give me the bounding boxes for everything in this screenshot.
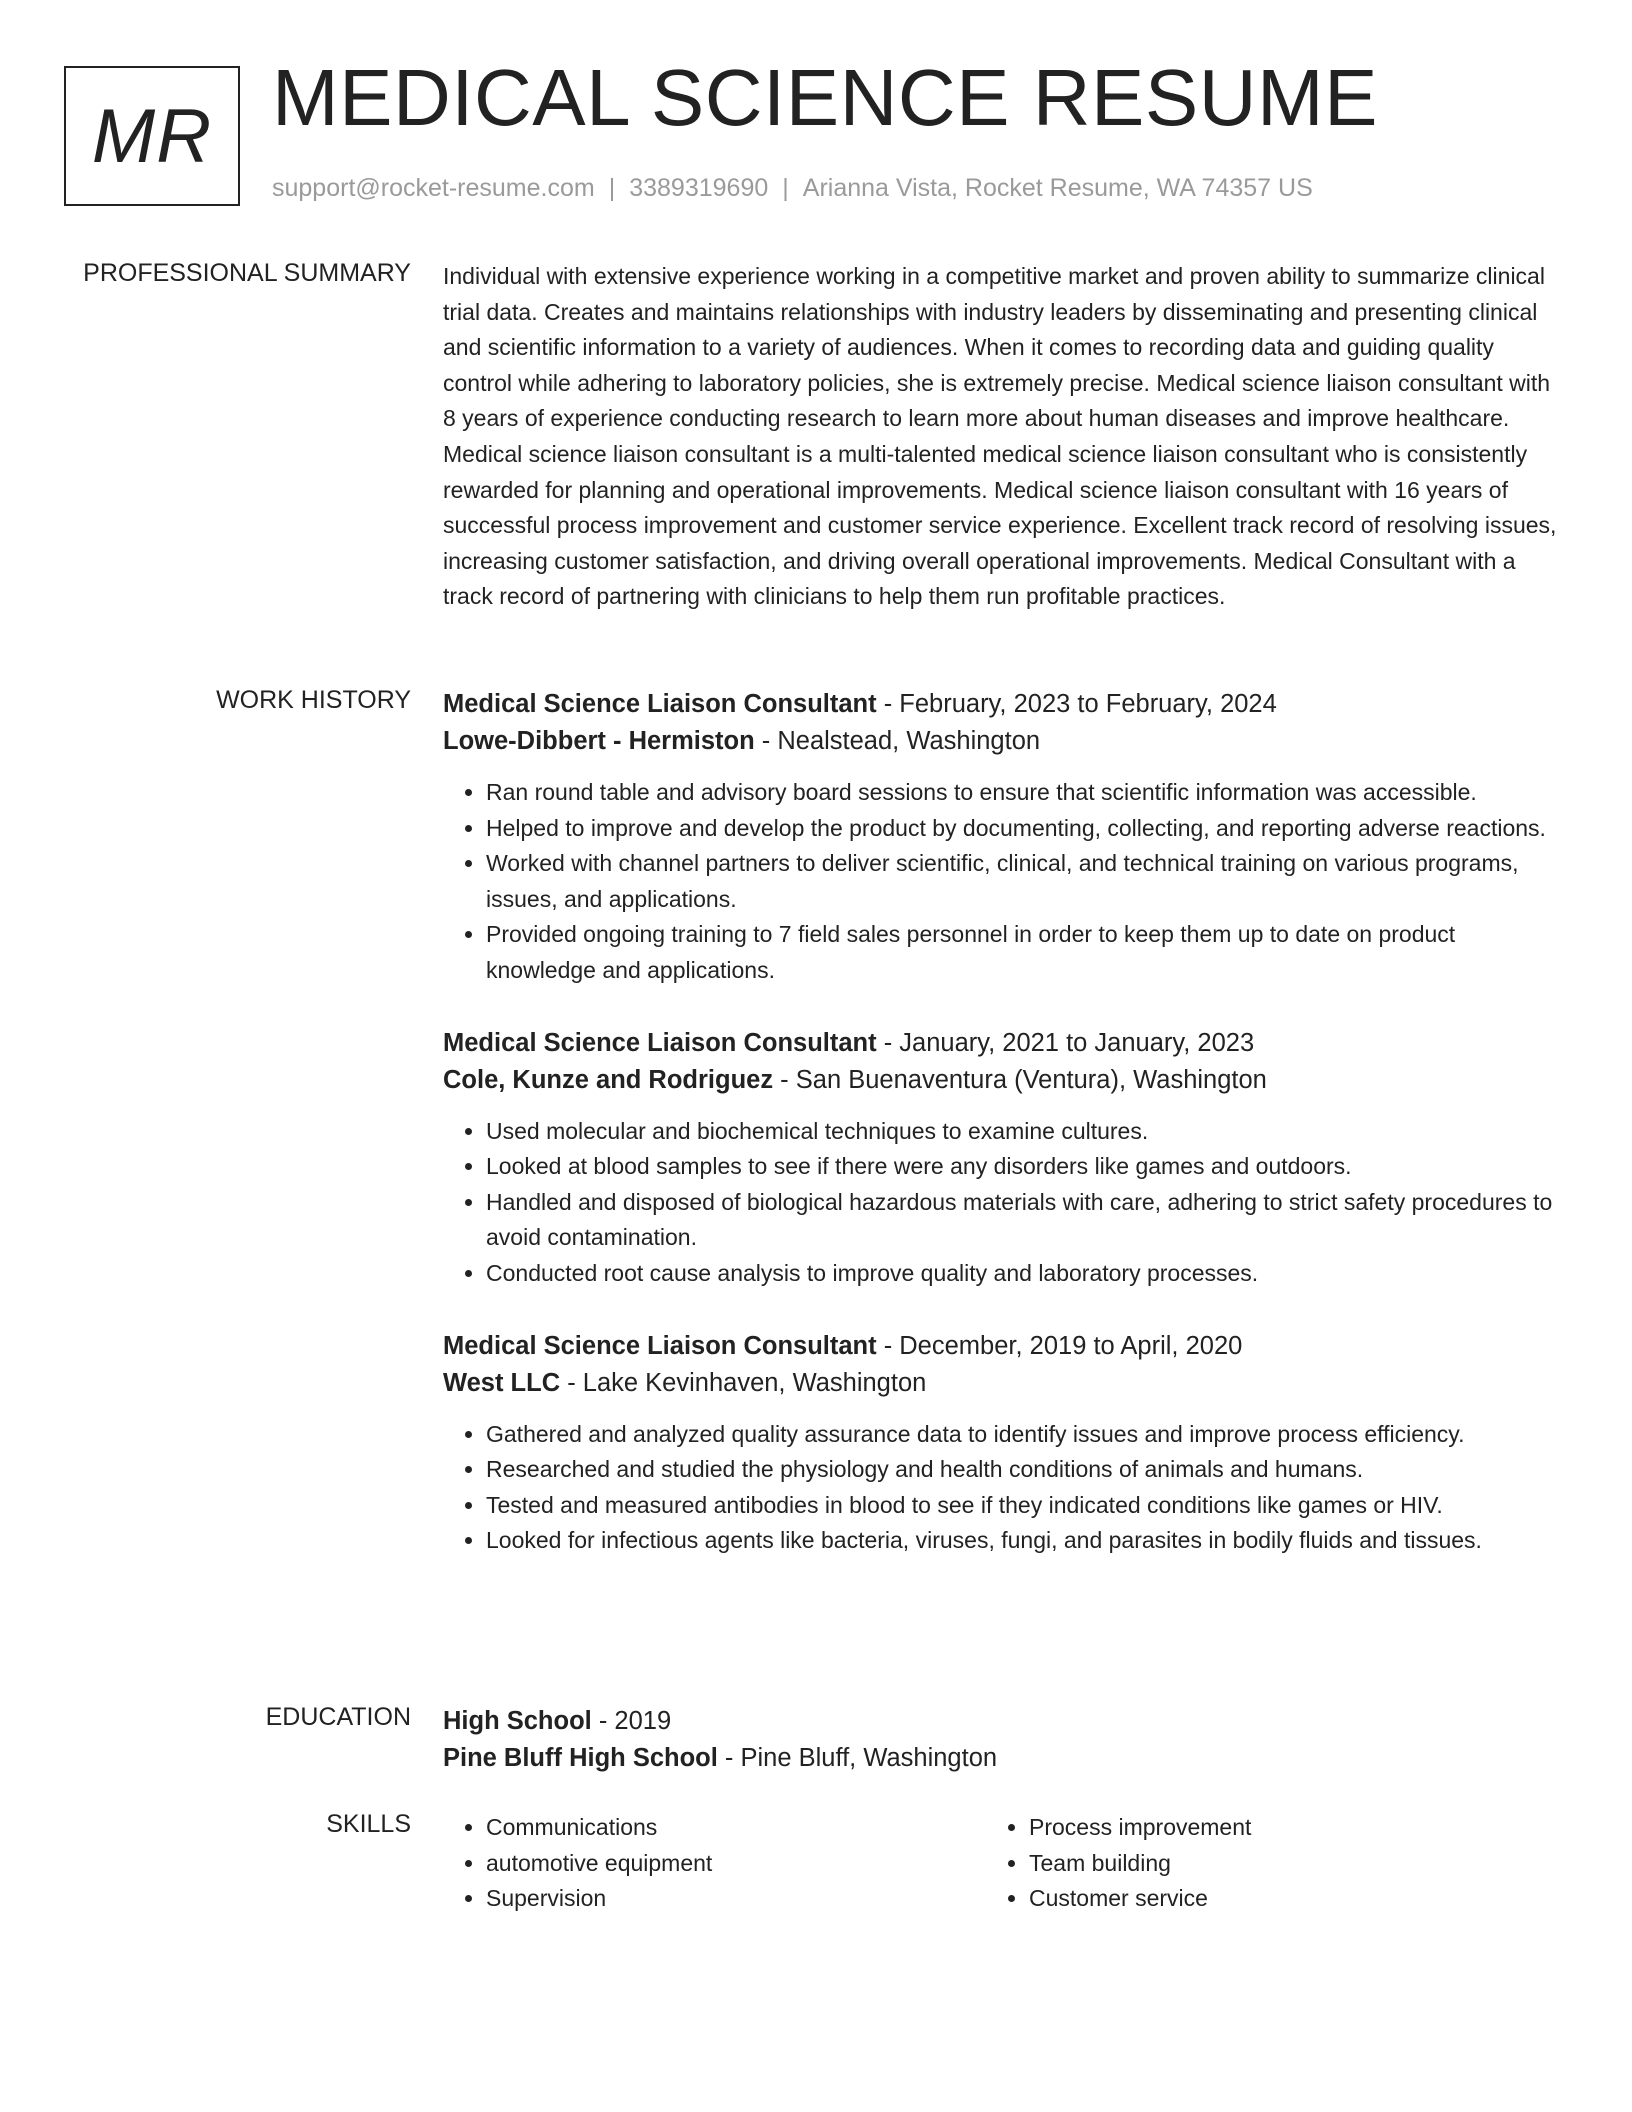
work-history-list bbox=[443, 686, 1563, 1595]
job-bullets bbox=[443, 775, 1563, 989]
job-company-line bbox=[443, 1365, 1563, 1402]
job-location: - Nealstead, Washington bbox=[754, 727, 1041, 755]
summary-text: Individual with extensive experience working in a competitive market and proven ability to summarize clinical trial data. Creates and maintains relationships with industry leaders by disseminating and presenting clinical and scientific information to a variety of audiences. When it comes to recording data and guiding quality control while adhering to laboratory policies, she is extremely precise. Medical science liaison consultant with 8 years of experience conducting research to learn more about human diseases and improve healthcare. Medical science liaison consultant is a multi-talented medical science liaison consultant who is consistently rewarded for planning and operational improvements. Medical science liaison consultant with 16 years of successful process improvement and customer service experience. Excellent track record of resolving issues, increasing customer satisfaction, and driving overall operational improvements. Medical Consultant with a track record of partnering with clinicians to help them run profitable practices. bbox=[443, 263, 1557, 610]
job-bullet: • Looked at blood samples to see if there were any disorders like games and outdoors. bbox=[486, 1149, 1563, 1185]
job-bullet: • Used molecular and biochemical techniques to examine cultures. bbox=[486, 1114, 1563, 1150]
monogram-box bbox=[64, 66, 240, 206]
job-entry bbox=[443, 686, 1563, 989]
job-bullet: • Researched and studied the physiology and health conditions of animals and humans. bbox=[486, 1452, 1563, 1488]
skill-item: • Process improvement bbox=[1029, 1810, 1529, 1846]
skills-grid bbox=[443, 1810, 1563, 1917]
job-title-line bbox=[443, 1025, 1563, 1062]
job-title: Medical Science Liaison Consultant bbox=[443, 1331, 877, 1360]
job-company-line bbox=[443, 723, 1563, 760]
job-title: Medical Science Liaison Consultant bbox=[443, 1028, 877, 1057]
job-location: - Lake Kevinhaven, Washington bbox=[560, 1368, 927, 1397]
education-degree: High School bbox=[443, 1707, 592, 1735]
job-bullet: • Looked for infectious agents like bacteria, viruses, fungi, and parasites in bodily fluids and tissues. bbox=[486, 1523, 1563, 1559]
job-dates: - December, 2019 to April, 2020 bbox=[876, 1331, 1243, 1360]
education-degree-line bbox=[443, 1703, 1563, 1740]
contact-line bbox=[272, 174, 1313, 203]
education-entry bbox=[443, 1703, 1563, 1777]
skill-item: • Supervision bbox=[486, 1881, 986, 1917]
job-dates: - February, 2023 to February, 2024 bbox=[876, 690, 1277, 718]
job-bullet: • Helped to improve and develop the product by documenting, collecting, and reporting adverse reactions. bbox=[486, 811, 1563, 847]
contact-separator: | bbox=[608, 174, 616, 202]
skills-label: SKILLS bbox=[326, 1810, 411, 1838]
job-title-line bbox=[443, 686, 1563, 723]
job-location: - San Buenaventura (Ventura), Washington bbox=[773, 1065, 1267, 1094]
job-company: Cole, Kunze and Rodriguez bbox=[443, 1065, 774, 1094]
skills-column-right bbox=[986, 1810, 1529, 1917]
job-title: Medical Science Liaison Consultant bbox=[443, 690, 877, 718]
job-company: Lowe-Dibbert - Hermiston bbox=[443, 727, 755, 755]
education-location: - Pine Bluff, Washington bbox=[717, 1744, 998, 1772]
job-bullets bbox=[443, 1114, 1563, 1292]
skill-item: • Customer service bbox=[1029, 1881, 1529, 1917]
skill-item: • automotive equipment bbox=[486, 1846, 986, 1882]
job-bullet: • Handled and disposed of biological hazardous materials with care, adhering to strict safety procedures to avoid contamination. bbox=[486, 1185, 1563, 1256]
contact-phone: 3389319690 bbox=[629, 174, 769, 202]
job-entry bbox=[443, 1328, 1563, 1559]
skill-item: • Team building bbox=[1029, 1846, 1529, 1882]
job-title-line bbox=[443, 1328, 1563, 1365]
job-bullet: • Gathered and analyzed quality assurance data to identify issues and improve process efficiency. bbox=[486, 1417, 1563, 1453]
skill-item: • Communications bbox=[486, 1810, 986, 1846]
education-school-line bbox=[443, 1740, 1563, 1777]
job-bullet: • Worked with channel partners to deliver scientific, clinical, and technical training on various programs, issues, and applications. bbox=[486, 846, 1563, 917]
monogram-initials: MR bbox=[91, 93, 213, 179]
job-bullet: • Ran round table and advisory board sessions to ensure that scientific information was accessible. bbox=[486, 775, 1563, 811]
contact-address: Arianna Vista, Rocket Resume, WA 74357 US bbox=[802, 174, 1313, 202]
contact-email: support@rocket-resume.com bbox=[272, 174, 595, 202]
job-bullet: • Provided ongoing training to 7 field sales personnel in order to keep them up to date on product knowledge and applications. bbox=[486, 917, 1563, 988]
education-year: - 2019 bbox=[591, 1707, 672, 1735]
job-entry bbox=[443, 1025, 1563, 1292]
job-company: West LLC bbox=[443, 1368, 561, 1397]
resume-title: MEDICAL SCIENCE RESUME bbox=[272, 53, 1378, 142]
work-history-label: WORK HISTORY bbox=[216, 686, 411, 714]
summary-label: PROFESSIONAL SUMMARY bbox=[83, 259, 411, 287]
job-bullet: • Tested and measured antibodies in blood to see if they indicated conditions like games or HIV. bbox=[486, 1488, 1563, 1524]
job-bullet: • Conducted root cause analysis to improve quality and laboratory processes. bbox=[486, 1256, 1563, 1292]
education-label: EDUCATION bbox=[265, 1703, 411, 1731]
education-school: Pine Bluff High School bbox=[443, 1744, 718, 1772]
job-dates: - January, 2021 to January, 2023 bbox=[876, 1028, 1255, 1057]
job-company-line bbox=[443, 1062, 1563, 1099]
job-bullets bbox=[443, 1417, 1563, 1559]
skills-column-left bbox=[443, 1810, 986, 1917]
contact-separator: | bbox=[782, 174, 789, 202]
